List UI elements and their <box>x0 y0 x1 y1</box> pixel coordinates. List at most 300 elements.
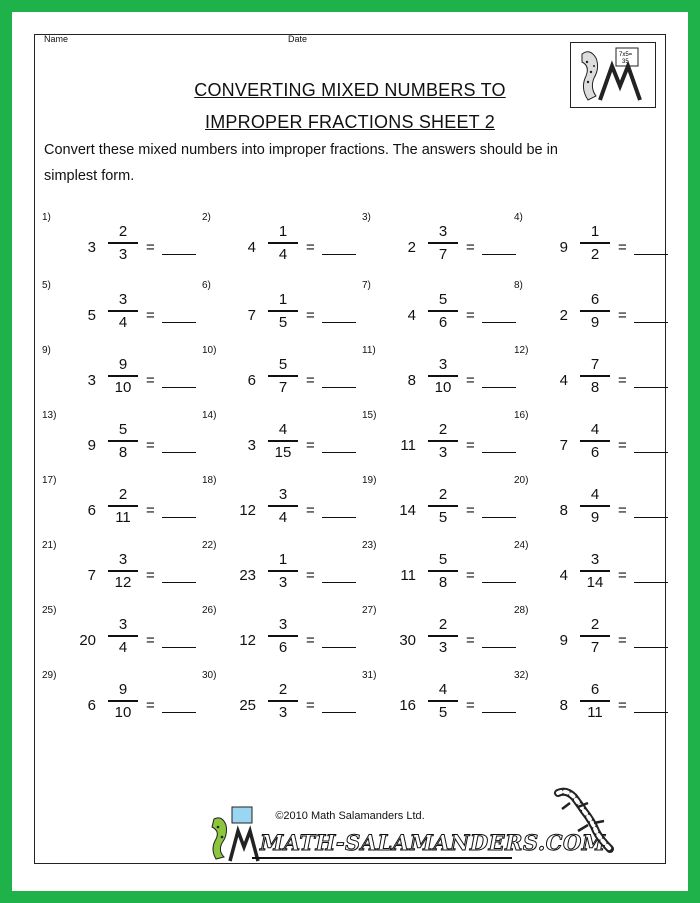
equals-sign: = <box>466 567 475 584</box>
problem-number: 24) <box>514 540 529 551</box>
answer-blank[interactable] <box>634 712 668 713</box>
equals-sign: = <box>306 239 315 256</box>
numerator: 2 <box>590 616 600 633</box>
equals-sign: = <box>618 239 627 256</box>
numerator: 4 <box>590 421 600 438</box>
numerator: 2 <box>438 486 448 503</box>
fraction <box>426 680 460 722</box>
fraction-bar <box>108 635 138 637</box>
fraction-bar <box>580 570 610 572</box>
fraction-bar <box>268 375 298 377</box>
problem-number: 11) <box>362 345 376 356</box>
problem-number: 32) <box>514 670 529 681</box>
whole-number: 4 <box>247 239 256 256</box>
fraction <box>266 550 300 592</box>
whole-number: 5 <box>87 307 96 324</box>
equals-sign: = <box>618 567 627 584</box>
problem-number: 14) <box>202 410 217 421</box>
equals-sign: = <box>466 372 475 389</box>
fraction <box>578 615 612 657</box>
fraction <box>266 222 300 264</box>
fraction <box>578 290 612 332</box>
denominator: 6 <box>590 443 600 461</box>
fraction-bar <box>428 310 458 312</box>
title-line-2: IMPROPER FRACTIONS SHEET 2 <box>205 112 495 132</box>
answer-blank[interactable] <box>634 452 668 453</box>
equals-sign: = <box>146 567 155 584</box>
fraction <box>578 420 612 462</box>
denominator: 6 <box>438 313 448 331</box>
numerator: 1 <box>278 223 288 240</box>
problem-21 <box>42 540 198 600</box>
problem-27 <box>362 605 518 665</box>
numerator: 9 <box>118 356 128 373</box>
answer-blank[interactable] <box>482 387 516 388</box>
denominator: 2 <box>590 245 600 263</box>
numerator: 2 <box>438 421 448 438</box>
equals-sign: = <box>146 307 155 324</box>
fraction <box>426 615 460 657</box>
problem-32 <box>514 670 670 730</box>
problem-6 <box>202 280 358 340</box>
whole-number: 8 <box>559 502 568 519</box>
fraction-bar <box>268 700 298 702</box>
problem-number: 27) <box>362 605 377 616</box>
problem-number: 18) <box>202 475 217 486</box>
fraction-bar <box>108 310 138 312</box>
problem-9 <box>42 345 198 405</box>
answer-blank[interactable] <box>162 517 196 518</box>
fraction-bar <box>428 375 458 377</box>
fraction-bar <box>268 505 298 507</box>
equals-sign: = <box>618 307 627 324</box>
problem-2 <box>202 212 358 272</box>
answer-blank[interactable] <box>482 582 516 583</box>
answer-blank[interactable] <box>634 322 668 323</box>
whole-number: 4 <box>407 307 416 324</box>
fraction <box>578 222 612 264</box>
denominator: 10 <box>114 378 132 396</box>
problem-26 <box>202 605 358 665</box>
equals-sign: = <box>306 307 315 324</box>
whole-number: 12 <box>239 632 256 649</box>
denominator: 4 <box>118 638 128 656</box>
problem-number: 13) <box>42 410 57 421</box>
whole-number: 14 <box>399 502 416 519</box>
problem-15 <box>362 410 518 470</box>
whole-number: 30 <box>399 632 416 649</box>
whole-number: 6 <box>87 502 96 519</box>
date-label: Date <box>288 34 308 44</box>
footer-copyright: ©2010 Math Salamanders Ltd. <box>275 810 425 822</box>
fraction <box>106 485 140 527</box>
equals-sign: = <box>146 697 155 714</box>
whole-number: 6 <box>247 372 256 389</box>
problem-11 <box>362 345 518 405</box>
denominator: 11 <box>115 508 131 526</box>
problem-number: 17) <box>42 475 57 486</box>
whole-number: 9 <box>87 437 96 454</box>
answer-blank[interactable] <box>322 582 356 583</box>
problem-number: 2) <box>202 212 211 223</box>
answer-blank[interactable] <box>634 387 668 388</box>
fraction-bar <box>428 570 458 572</box>
instructions-line-2: simplest form. <box>44 168 135 184</box>
numerator: 6 <box>590 681 600 698</box>
numerator: 4 <box>590 486 600 503</box>
answer-blank[interactable] <box>482 254 516 255</box>
numerator: 7 <box>590 356 600 373</box>
whole-number: 7 <box>87 567 96 584</box>
problem-28 <box>514 605 670 665</box>
problem-number: 28) <box>514 605 529 616</box>
fraction <box>266 355 300 397</box>
denominator: 3 <box>438 443 448 461</box>
fraction-bar <box>580 310 610 312</box>
whole-number: 16 <box>399 697 416 714</box>
denominator: 5 <box>438 703 448 721</box>
denominator: 15 <box>274 443 292 461</box>
fraction <box>578 485 612 527</box>
problem-number: 22) <box>202 540 217 551</box>
denominator: 7 <box>438 245 448 263</box>
answer-blank[interactable] <box>322 387 356 388</box>
denominator: 10 <box>434 378 452 396</box>
problem-13 <box>42 410 198 470</box>
answer-blank[interactable] <box>634 254 668 255</box>
fraction <box>578 355 612 397</box>
problem-number: 25) <box>42 605 57 616</box>
problem-19 <box>362 475 518 535</box>
problem-number: 20) <box>514 475 529 486</box>
problem-number: 1) <box>42 212 51 223</box>
fraction <box>426 550 460 592</box>
fraction-bar <box>268 440 298 442</box>
instructions-line-1: Convert these mixed numbers into improper fractions. The answers should be in <box>44 142 558 158</box>
problem-20 <box>514 475 670 535</box>
denominator: 8 <box>118 443 128 461</box>
equals-sign: = <box>466 502 475 519</box>
answer-blank[interactable] <box>162 387 196 388</box>
problem-12 <box>514 345 670 405</box>
denominator: 12 <box>114 573 132 591</box>
numerator: 2 <box>278 681 288 698</box>
answer-blank[interactable] <box>162 254 196 255</box>
denominator: 8 <box>590 378 600 396</box>
problem-number: 31) <box>362 670 377 681</box>
svg-text:35: 35 <box>622 59 629 65</box>
equals-sign: = <box>618 632 627 649</box>
denominator: 10 <box>114 703 132 721</box>
problem-30 <box>202 670 358 730</box>
whole-number: 20 <box>79 632 96 649</box>
problem-31 <box>362 670 518 730</box>
denominator: 8 <box>438 573 448 591</box>
answer-blank[interactable] <box>162 452 196 453</box>
fraction <box>426 485 460 527</box>
fraction-bar <box>580 375 610 377</box>
denominator: 3 <box>118 245 128 263</box>
numerator: 3 <box>278 616 288 633</box>
name-label: Name <box>44 34 69 44</box>
problem-number: 10) <box>202 345 217 356</box>
fraction <box>106 290 140 332</box>
equals-sign: = <box>146 372 155 389</box>
whole-number: 8 <box>559 697 568 714</box>
equals-sign: = <box>146 239 155 256</box>
equals-sign: = <box>466 437 475 454</box>
fraction-bar <box>108 570 138 572</box>
fraction-bar <box>268 242 298 244</box>
numerator: 4 <box>438 681 448 698</box>
denominator: 6 <box>278 638 288 656</box>
equals-sign: = <box>306 437 315 454</box>
whole-number: 2 <box>559 307 568 324</box>
problem-number: 15) <box>362 410 377 421</box>
equals-sign: = <box>146 632 155 649</box>
fraction-bar <box>108 440 138 442</box>
fraction <box>266 420 300 462</box>
fraction-bar <box>580 700 610 702</box>
equals-sign: = <box>146 437 155 454</box>
equals-sign: = <box>466 632 475 649</box>
answer-blank[interactable] <box>482 322 516 323</box>
answer-blank[interactable] <box>634 647 668 648</box>
equals-sign: = <box>466 239 475 256</box>
fraction <box>578 550 612 592</box>
problem-number: 6) <box>202 280 211 291</box>
fraction-bar <box>268 570 298 572</box>
fraction <box>426 290 460 332</box>
denominator: 4 <box>278 245 288 263</box>
fraction-bar <box>428 440 458 442</box>
whole-number: 8 <box>407 372 416 389</box>
fraction <box>578 680 612 722</box>
problem-number: 16) <box>514 410 529 421</box>
problem-24 <box>514 540 670 600</box>
problem-17 <box>42 475 198 535</box>
fraction <box>106 355 140 397</box>
problem-23 <box>362 540 518 600</box>
problem-18 <box>202 475 358 535</box>
problem-25 <box>42 605 198 665</box>
whole-number: 11 <box>400 437 416 454</box>
answer-blank[interactable] <box>634 582 668 583</box>
whole-number: 11 <box>400 567 416 584</box>
answer-blank[interactable] <box>162 322 196 323</box>
denominator: 7 <box>278 378 288 396</box>
denominator: 3 <box>278 703 288 721</box>
fraction-bar <box>580 635 610 637</box>
problem-number: 23) <box>362 540 377 551</box>
whole-number: 7 <box>559 437 568 454</box>
problem-3 <box>362 212 518 272</box>
fraction <box>426 420 460 462</box>
equals-sign: = <box>306 697 315 714</box>
whole-number: 2 <box>407 239 416 256</box>
numerator: 1 <box>590 223 600 240</box>
numerator: 5 <box>438 291 448 308</box>
fraction-bar <box>428 700 458 702</box>
denominator: 7 <box>590 638 600 656</box>
denominator: 9 <box>590 313 600 331</box>
equals-sign: = <box>146 502 155 519</box>
problem-number: 21) <box>42 540 57 551</box>
fraction-bar <box>428 635 458 637</box>
problem-number: 29) <box>42 670 57 681</box>
whole-number: 4 <box>559 372 568 389</box>
fraction <box>106 550 140 592</box>
numerator: 2 <box>118 223 128 240</box>
answer-blank[interactable] <box>162 712 196 713</box>
equals-sign: = <box>306 502 315 519</box>
equals-sign: = <box>618 502 627 519</box>
denominator: 9 <box>590 508 600 526</box>
whole-number: 6 <box>87 697 96 714</box>
fraction <box>266 680 300 722</box>
fraction-bar <box>268 310 298 312</box>
answer-blank[interactable] <box>162 582 196 583</box>
numerator: 3 <box>118 551 128 568</box>
answer-blank[interactable] <box>322 517 356 518</box>
title-line-1: CONVERTING MIXED NUMBERS TO <box>194 80 506 100</box>
problem-number: 5) <box>42 280 51 291</box>
denominator: 3 <box>278 573 288 591</box>
numerator: 5 <box>438 551 448 568</box>
problem-number: 8) <box>514 280 523 291</box>
problem-8 <box>514 280 670 340</box>
numerator: 4 <box>278 421 288 438</box>
equals-sign: = <box>306 567 315 584</box>
equals-sign: = <box>466 307 475 324</box>
problem-number: 12) <box>514 345 529 356</box>
problem-16 <box>514 410 670 470</box>
equals-sign: = <box>618 437 627 454</box>
fraction-bar <box>108 505 138 507</box>
whole-number: 12 <box>239 502 256 519</box>
whole-number: 4 <box>559 567 568 584</box>
fraction-bar <box>268 635 298 637</box>
fraction <box>266 290 300 332</box>
problem-number: 7) <box>362 280 371 291</box>
answer-blank[interactable] <box>322 322 356 323</box>
answer-blank[interactable] <box>482 647 516 648</box>
numerator: 1 <box>278 551 288 568</box>
fraction-bar <box>580 505 610 507</box>
equals-sign: = <box>618 372 627 389</box>
whole-number: 9 <box>559 632 568 649</box>
whole-number: 3 <box>87 372 96 389</box>
numerator: 3 <box>118 616 128 633</box>
fraction <box>106 222 140 264</box>
denominator: 5 <box>438 508 448 526</box>
fraction <box>106 615 140 657</box>
answer-blank[interactable] <box>482 452 516 453</box>
answer-blank[interactable] <box>322 712 356 713</box>
fraction <box>106 420 140 462</box>
numerator: 3 <box>438 356 448 373</box>
answer-blank[interactable] <box>322 647 356 648</box>
denominator: 4 <box>278 508 288 526</box>
problem-number: 9) <box>42 345 51 356</box>
fraction-bar <box>428 242 458 244</box>
denominator: 11 <box>587 703 603 721</box>
answer-blank[interactable] <box>322 254 356 255</box>
footer-underline <box>252 857 512 859</box>
numerator: 3 <box>118 291 128 308</box>
footer-site-url[interactable]: MATH-SALAMANDERS.COM <box>260 830 606 855</box>
numerator: 3 <box>438 223 448 240</box>
whole-number: 3 <box>247 437 256 454</box>
problem-number: 30) <box>202 670 217 681</box>
numerator: 2 <box>118 486 128 503</box>
denominator: 5 <box>278 313 288 331</box>
fraction-bar <box>580 242 610 244</box>
problem-29 <box>42 670 198 730</box>
numerator: 2 <box>438 616 448 633</box>
fraction <box>266 615 300 657</box>
fraction-bar <box>108 242 138 244</box>
problem-22 <box>202 540 358 600</box>
fraction <box>426 222 460 264</box>
whole-number: 7 <box>247 307 256 324</box>
fraction-bar <box>428 505 458 507</box>
fraction-bar <box>580 440 610 442</box>
problem-number: 26) <box>202 605 217 616</box>
whole-number: 23 <box>239 567 256 584</box>
numerator: 3 <box>278 486 288 503</box>
fraction-bar <box>108 700 138 702</box>
problem-10 <box>202 345 358 405</box>
answer-blank[interactable] <box>482 517 516 518</box>
problem-14 <box>202 410 358 470</box>
numerator: 3 <box>590 551 600 568</box>
answer-blank[interactable] <box>162 647 196 648</box>
answer-blank[interactable] <box>322 452 356 453</box>
problem-4 <box>514 212 670 272</box>
fraction <box>426 355 460 397</box>
numerator: 5 <box>278 356 288 373</box>
denominator: 3 <box>438 638 448 656</box>
answer-blank[interactable] <box>482 712 516 713</box>
numerator: 6 <box>590 291 600 308</box>
numerator: 1 <box>278 291 288 308</box>
equals-sign: = <box>618 697 627 714</box>
problem-number: 3) <box>362 212 371 223</box>
svg-text:7x5=: 7x5= <box>619 52 633 58</box>
equals-sign: = <box>306 632 315 649</box>
whole-number: 9 <box>559 239 568 256</box>
denominator: 4 <box>118 313 128 331</box>
problem-number: 19) <box>362 475 377 486</box>
numerator: 9 <box>118 681 128 698</box>
problem-1 <box>42 212 198 272</box>
equals-sign: = <box>466 697 475 714</box>
problem-5 <box>42 280 198 340</box>
fraction <box>266 485 300 527</box>
salamander-illustration <box>548 785 618 855</box>
denominator: 14 <box>586 573 604 591</box>
whole-number: 25 <box>239 697 256 714</box>
problem-7 <box>362 280 518 340</box>
whole-number: 3 <box>87 239 96 256</box>
equals-sign: = <box>306 372 315 389</box>
numerator: 5 <box>118 421 128 438</box>
fraction <box>106 680 140 722</box>
fraction-bar <box>108 375 138 377</box>
answer-blank[interactable] <box>634 517 668 518</box>
problem-number: 4) <box>514 212 523 223</box>
